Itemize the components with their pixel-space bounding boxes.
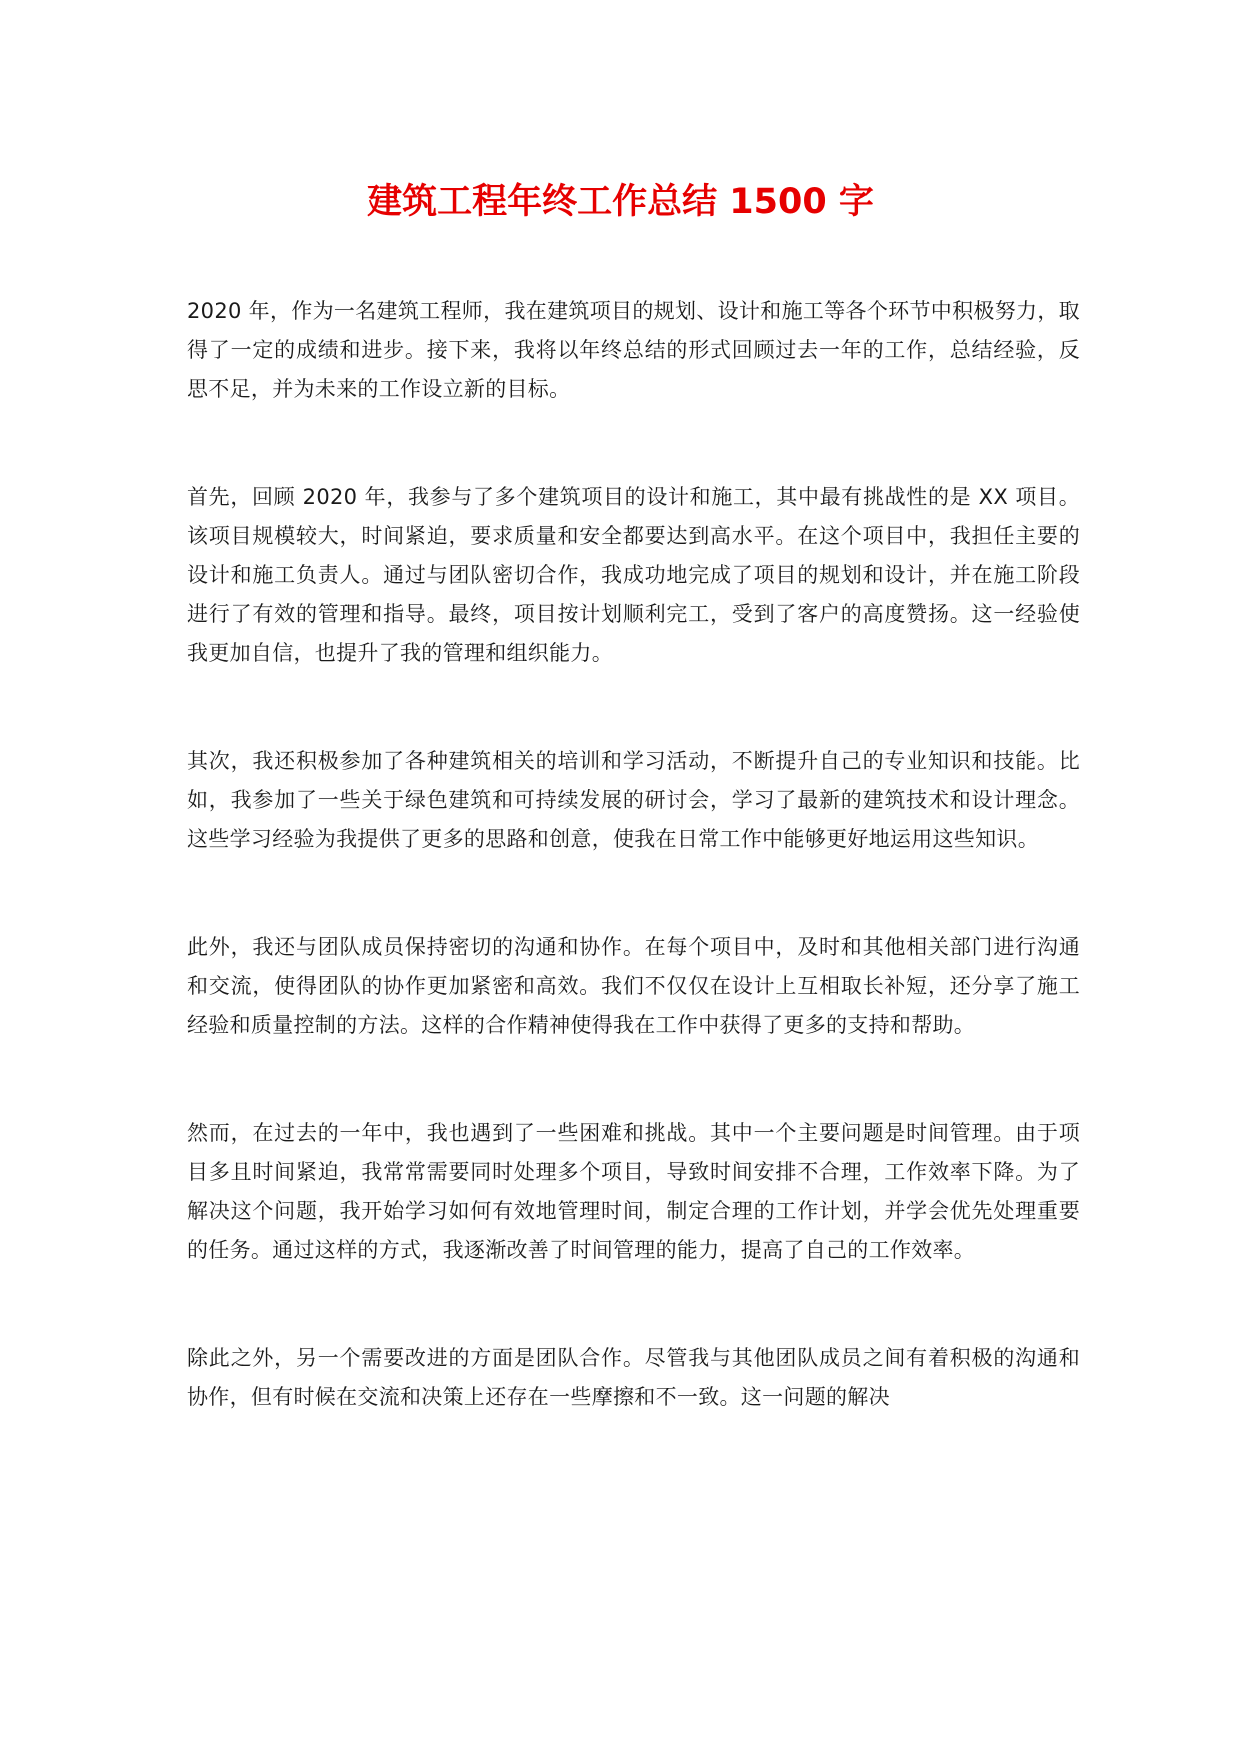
paragraph-5: 然而，在过去的一年中，我也遇到了一些困难和挑战。其中一个主要问题是时间管理。由于项目多且时间紧迫，我常常需要同时处理多个项目，导致时间安排不合理，工作效率下降。为了解决这个问题，我开始学习如何有效地管理时间，制定合理的工作计划，并学会优先处理重要的任务。通过这样的方式，我逐渐改善了时间管理的能力，提高了自己的工作效率。 (187, 1121, 1080, 1262)
paragraph-1: 2020 年，作为一名建筑工程师，我在建筑项目的规划、设计和施工等各个环节中积极努力，取得了一定的成绩和进步。接下来，我将以年终总结的形式回顾过去一年的工作，总结经验，反思不足，并为未来的工作设立新的目标。 (187, 299, 1080, 401)
paragraph-4: 此外，我还与团队成员保持密切的沟通和协作。在每个项目中，及时和其他相关部门进行沟通和交流，使得团队的协作更加紧密和高效。我们不仅仅在设计上互相取长补短，还分享了施工经验和质量控制的方法。这样的合作精神使得我在工作中获得了更多的支持和帮助。 (187, 935, 1080, 1037)
paragraph-2: 首先，回顾 2020 年，我参与了多个建筑项目的设计和施工，其中最有挑战性的是 XX 项目。该项目规模较大，时间紧迫，要求质量和安全都要达到高水平。在这个项目中，我担任主要的设计和施工负责人。通过与团队密切合作，我成功地完成了项目的规划和设计，并在施工阶段进行了有效的管理和指导。最终，项目按计划顺利完工，受到了客户的高度赞扬。这一经验使我更加自信，也提升了我的管理和组织能力。 (187, 485, 1080, 665)
document-title: 建筑工程年终工作总结 1500 字 (367, 182, 874, 222)
paragraph-3: 其次，我还积极参加了各种建筑相关的培训和学习活动，不断提升自己的专业知识和技能。比如，我参加了一些关于绿色建筑和可持续发展的研讨会，学习了最新的建筑技术和设计理念。这些学习经验为我提供了更多的思路和创意，使我在日常工作中能够更好地运用这些知识。 (187, 749, 1080, 851)
paragraph-6: 除此之外，另一个需要改进的方面是团队合作。尽管我与其他团队成员之间有着积极的沟通和协作，但有时候在交流和决策上还存在一些摩擦和不一致。这一问题的解决 (187, 1346, 1080, 1409)
document-body (187, 292, 1080, 1486)
